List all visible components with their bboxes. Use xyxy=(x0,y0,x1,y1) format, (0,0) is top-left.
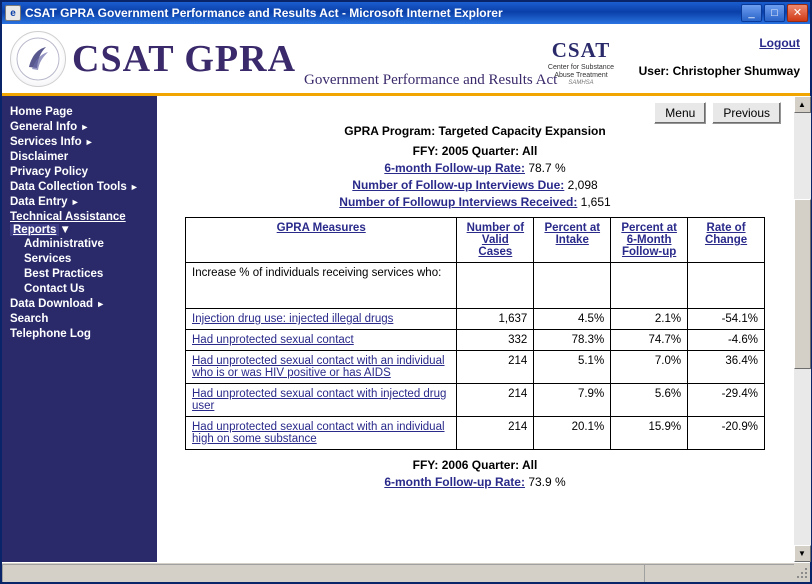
column-header-measures xyxy=(186,218,457,263)
stat-value: 2,098 xyxy=(567,178,598,192)
sidebar-item-label: Disclaimer xyxy=(10,150,69,163)
sidebar-item-label: Reports xyxy=(10,224,59,236)
stat-followup-rate xyxy=(157,161,793,175)
stat-interviews-due xyxy=(157,178,793,192)
ffy-line-2005: FFY: 2005 Quarter: All xyxy=(412,144,538,158)
percent-followup-cell: 74.7% xyxy=(611,330,688,351)
scroll-down-button[interactable]: ▼ xyxy=(794,545,811,562)
percent-intake-cell: 5.1% xyxy=(534,351,611,384)
sidebar-item-privacy-policy[interactable] xyxy=(10,164,157,179)
title-bar xyxy=(2,2,810,24)
maximize-button[interactable]: □ xyxy=(764,4,785,22)
column-header-percent-intake xyxy=(534,218,611,263)
csat-logo xyxy=(535,38,627,86)
sidebar-item-label: Technical Assistance xyxy=(10,210,126,223)
sidebar-item-label: Services Info xyxy=(10,135,82,148)
table-row xyxy=(186,384,765,417)
percent-intake-cell: 7.9% xyxy=(534,384,611,417)
empty-cell xyxy=(457,263,534,309)
window-controls xyxy=(741,4,808,22)
rate-of-change-cell: -29.4% xyxy=(688,384,765,417)
rate-of-change-cell: -54.1% xyxy=(688,309,765,330)
scrollbar-track[interactable] xyxy=(794,113,811,545)
csat-logo-line3: SAMHSA xyxy=(568,80,594,86)
percent-followup-cell: 2.1% xyxy=(611,309,688,330)
measure-link[interactable]: Had unprotected sexual contact with injected drug user xyxy=(192,388,447,412)
status-zone-area xyxy=(644,564,794,582)
sidebar-item-label: General Info xyxy=(10,120,78,133)
window-title: CSAT GPRA Government Performance and Results Act - Microsoft Internet Explorer xyxy=(25,6,503,20)
measure-cell xyxy=(186,384,457,417)
stat-value: 78.7 % xyxy=(528,161,566,175)
page-banner xyxy=(2,24,810,96)
stat-label-link[interactable]: 6-month Follow-up Rate: xyxy=(384,161,525,175)
sidebar-item-label: Data Collection Tools xyxy=(10,180,127,193)
chevron-right-icon: ► xyxy=(70,196,80,207)
column-header-link[interactable]: GPRA Measures xyxy=(276,222,366,234)
column-header-link[interactable]: Percent at Intake xyxy=(544,222,601,246)
table-section-row xyxy=(186,263,765,309)
valid-cases-cell: 214 xyxy=(457,351,534,384)
column-header-valid-cases xyxy=(457,218,534,263)
empty-cell xyxy=(611,263,688,309)
table-header-row xyxy=(186,218,765,263)
sidebar-item-best-practices[interactable] xyxy=(10,266,157,281)
column-header-link[interactable]: Rate of Change xyxy=(704,222,748,246)
csat-logo-line2: Abuse Treatment xyxy=(554,72,608,79)
percent-intake-cell: 4.5% xyxy=(534,309,611,330)
close-button[interactable]: ✕ xyxy=(787,4,808,22)
main-panel xyxy=(157,96,810,562)
stat-followup-rate-2006 xyxy=(157,475,793,489)
brand-subtitle: Government Performance and Results Act xyxy=(304,72,558,88)
ffy-line-2006: FFY: 2006 Quarter: All xyxy=(412,458,538,472)
column-header-link[interactable]: Number of Valid Cases xyxy=(466,222,525,258)
stat-value: 73.9 % xyxy=(528,475,566,489)
vertical-scrollbar[interactable] xyxy=(793,96,810,562)
measure-link[interactable]: Had unprotected sexual contact xyxy=(192,334,354,346)
valid-cases-cell: 214 xyxy=(457,384,534,417)
brand-title: CSAT GPRA xyxy=(72,37,297,80)
stat-interviews-received xyxy=(157,195,793,209)
sidebar-item-disclaimer[interactable] xyxy=(10,149,157,164)
column-header-rate-of-change xyxy=(688,218,765,263)
sidebar-item-data-download[interactable] xyxy=(10,296,157,311)
sidebar-item-label: Services xyxy=(24,252,72,265)
content-area xyxy=(2,96,810,562)
sidebar-item-home-page[interactable] xyxy=(10,104,157,119)
sidebar-item-label: Data Download xyxy=(10,297,94,310)
report-sheet xyxy=(157,124,793,562)
measure-cell xyxy=(186,351,457,384)
sidebar-item-label: Administrative xyxy=(24,237,104,250)
chevron-right-icon: ► xyxy=(84,136,94,147)
measure-cell xyxy=(186,417,457,450)
sidebar-item-label: Best Practices xyxy=(24,267,104,280)
table-row xyxy=(186,309,765,330)
chevron-right-icon: ► xyxy=(80,121,90,132)
chevron-down-icon: ▼ xyxy=(59,224,71,236)
sidebar-item-data-collection-tools[interactable] xyxy=(10,179,157,194)
sidebar-item-label: Search xyxy=(10,312,49,325)
sidebar-item-reports[interactable] xyxy=(10,224,157,236)
resize-grip[interactable] xyxy=(794,565,810,581)
empty-cell xyxy=(688,263,765,309)
percent-followup-cell: 7.0% xyxy=(611,351,688,384)
sidebar-item-data-entry[interactable] xyxy=(10,194,157,209)
previous-button[interactable]: Previous xyxy=(712,102,781,124)
sidebar-item-contact-us[interactable] xyxy=(10,281,157,296)
valid-cases-cell: 1,637 xyxy=(457,309,534,330)
measure-cell xyxy=(186,330,457,351)
valid-cases-cell: 214 xyxy=(457,417,534,450)
sidebar-item-label: Telephone Log xyxy=(10,327,91,340)
percent-followup-cell: 15.9% xyxy=(611,417,688,450)
sidebar-item-services[interactable] xyxy=(10,251,157,266)
sidebar-item-telephone-log[interactable] xyxy=(10,326,157,341)
csat-logo-line1: Center for Substance xyxy=(547,64,615,71)
table-row xyxy=(186,351,765,384)
measure-cell xyxy=(186,309,457,330)
logout-link[interactable]: Logout xyxy=(759,36,800,50)
sidebar-item-label: Home Page xyxy=(10,105,73,118)
account-area xyxy=(639,36,800,78)
report-toolbar xyxy=(654,102,781,124)
stat-value: 1,651 xyxy=(580,195,611,209)
scroll-up-button[interactable]: ▲ xyxy=(794,96,811,113)
sidebar-item-label: Privacy Policy xyxy=(10,165,88,178)
percent-intake-cell: 20.1% xyxy=(534,417,611,450)
percent-intake-cell: 78.3% xyxy=(534,330,611,351)
sidebar-item-label: Contact Us xyxy=(24,282,85,295)
status-text-area xyxy=(2,564,644,582)
table-row xyxy=(186,330,765,351)
minimize-button[interactable]: _ xyxy=(741,4,762,22)
ie-icon: e xyxy=(5,5,21,21)
section-label: Increase % of individuals receiving services who: xyxy=(186,263,457,309)
hhs-seal-icon xyxy=(10,31,66,87)
table-row xyxy=(186,417,765,450)
measure-link[interactable]: Injection drug use: injected illegal drugs xyxy=(192,313,394,325)
sidebar-item-general-info[interactable] xyxy=(10,119,157,134)
csat-logo-title: CSAT xyxy=(551,38,611,62)
sidebar-item-search[interactable] xyxy=(10,311,157,326)
column-header-link[interactable]: Percent at 6-Month Follow-up xyxy=(621,222,677,258)
percent-followup-cell: 5.6% xyxy=(611,384,688,417)
measure-link[interactable]: Had unprotected sexual contact with an individual high on some substance xyxy=(192,421,445,445)
valid-cases-cell: 332 xyxy=(457,330,534,351)
chevron-right-icon: ► xyxy=(129,181,139,192)
sidebar-item-label: Data Entry xyxy=(10,195,68,208)
sidebar-item-administrative[interactable] xyxy=(10,236,157,251)
menu-button[interactable]: Menu xyxy=(654,102,706,124)
sidebar-item-services-info[interactable] xyxy=(10,134,157,149)
rate-of-change-cell: 36.4% xyxy=(688,351,765,384)
column-header-percent-followup xyxy=(611,218,688,263)
program-line: GPRA Program: Targeted Capacity Expansion xyxy=(344,124,606,138)
scrollbar-thumb[interactable] xyxy=(794,199,811,369)
rate-of-change-cell: -4.6% xyxy=(688,330,765,351)
sidebar-nav xyxy=(2,96,157,562)
gpra-measures-table xyxy=(185,217,765,450)
stat-label-link[interactable]: Number of Follow-up Interviews Due: xyxy=(352,178,565,192)
rate-of-change-cell: -20.9% xyxy=(688,417,765,450)
sidebar-item-technical-assistance[interactable] xyxy=(10,209,157,224)
stat-label-link[interactable]: Number of Followup Interviews Received: xyxy=(339,195,578,209)
empty-cell xyxy=(534,263,611,309)
status-bar xyxy=(2,562,810,582)
report-viewport xyxy=(157,96,793,562)
stat-label-link[interactable]: 6-month Follow-up Rate: xyxy=(384,475,525,489)
measure-link[interactable]: Had unprotected sexual contact with an individual who is or was HIV positive or has AIDS xyxy=(192,355,445,379)
chevron-right-icon: ► xyxy=(96,298,106,309)
current-user-label: User: Christopher Shumway xyxy=(638,64,800,78)
